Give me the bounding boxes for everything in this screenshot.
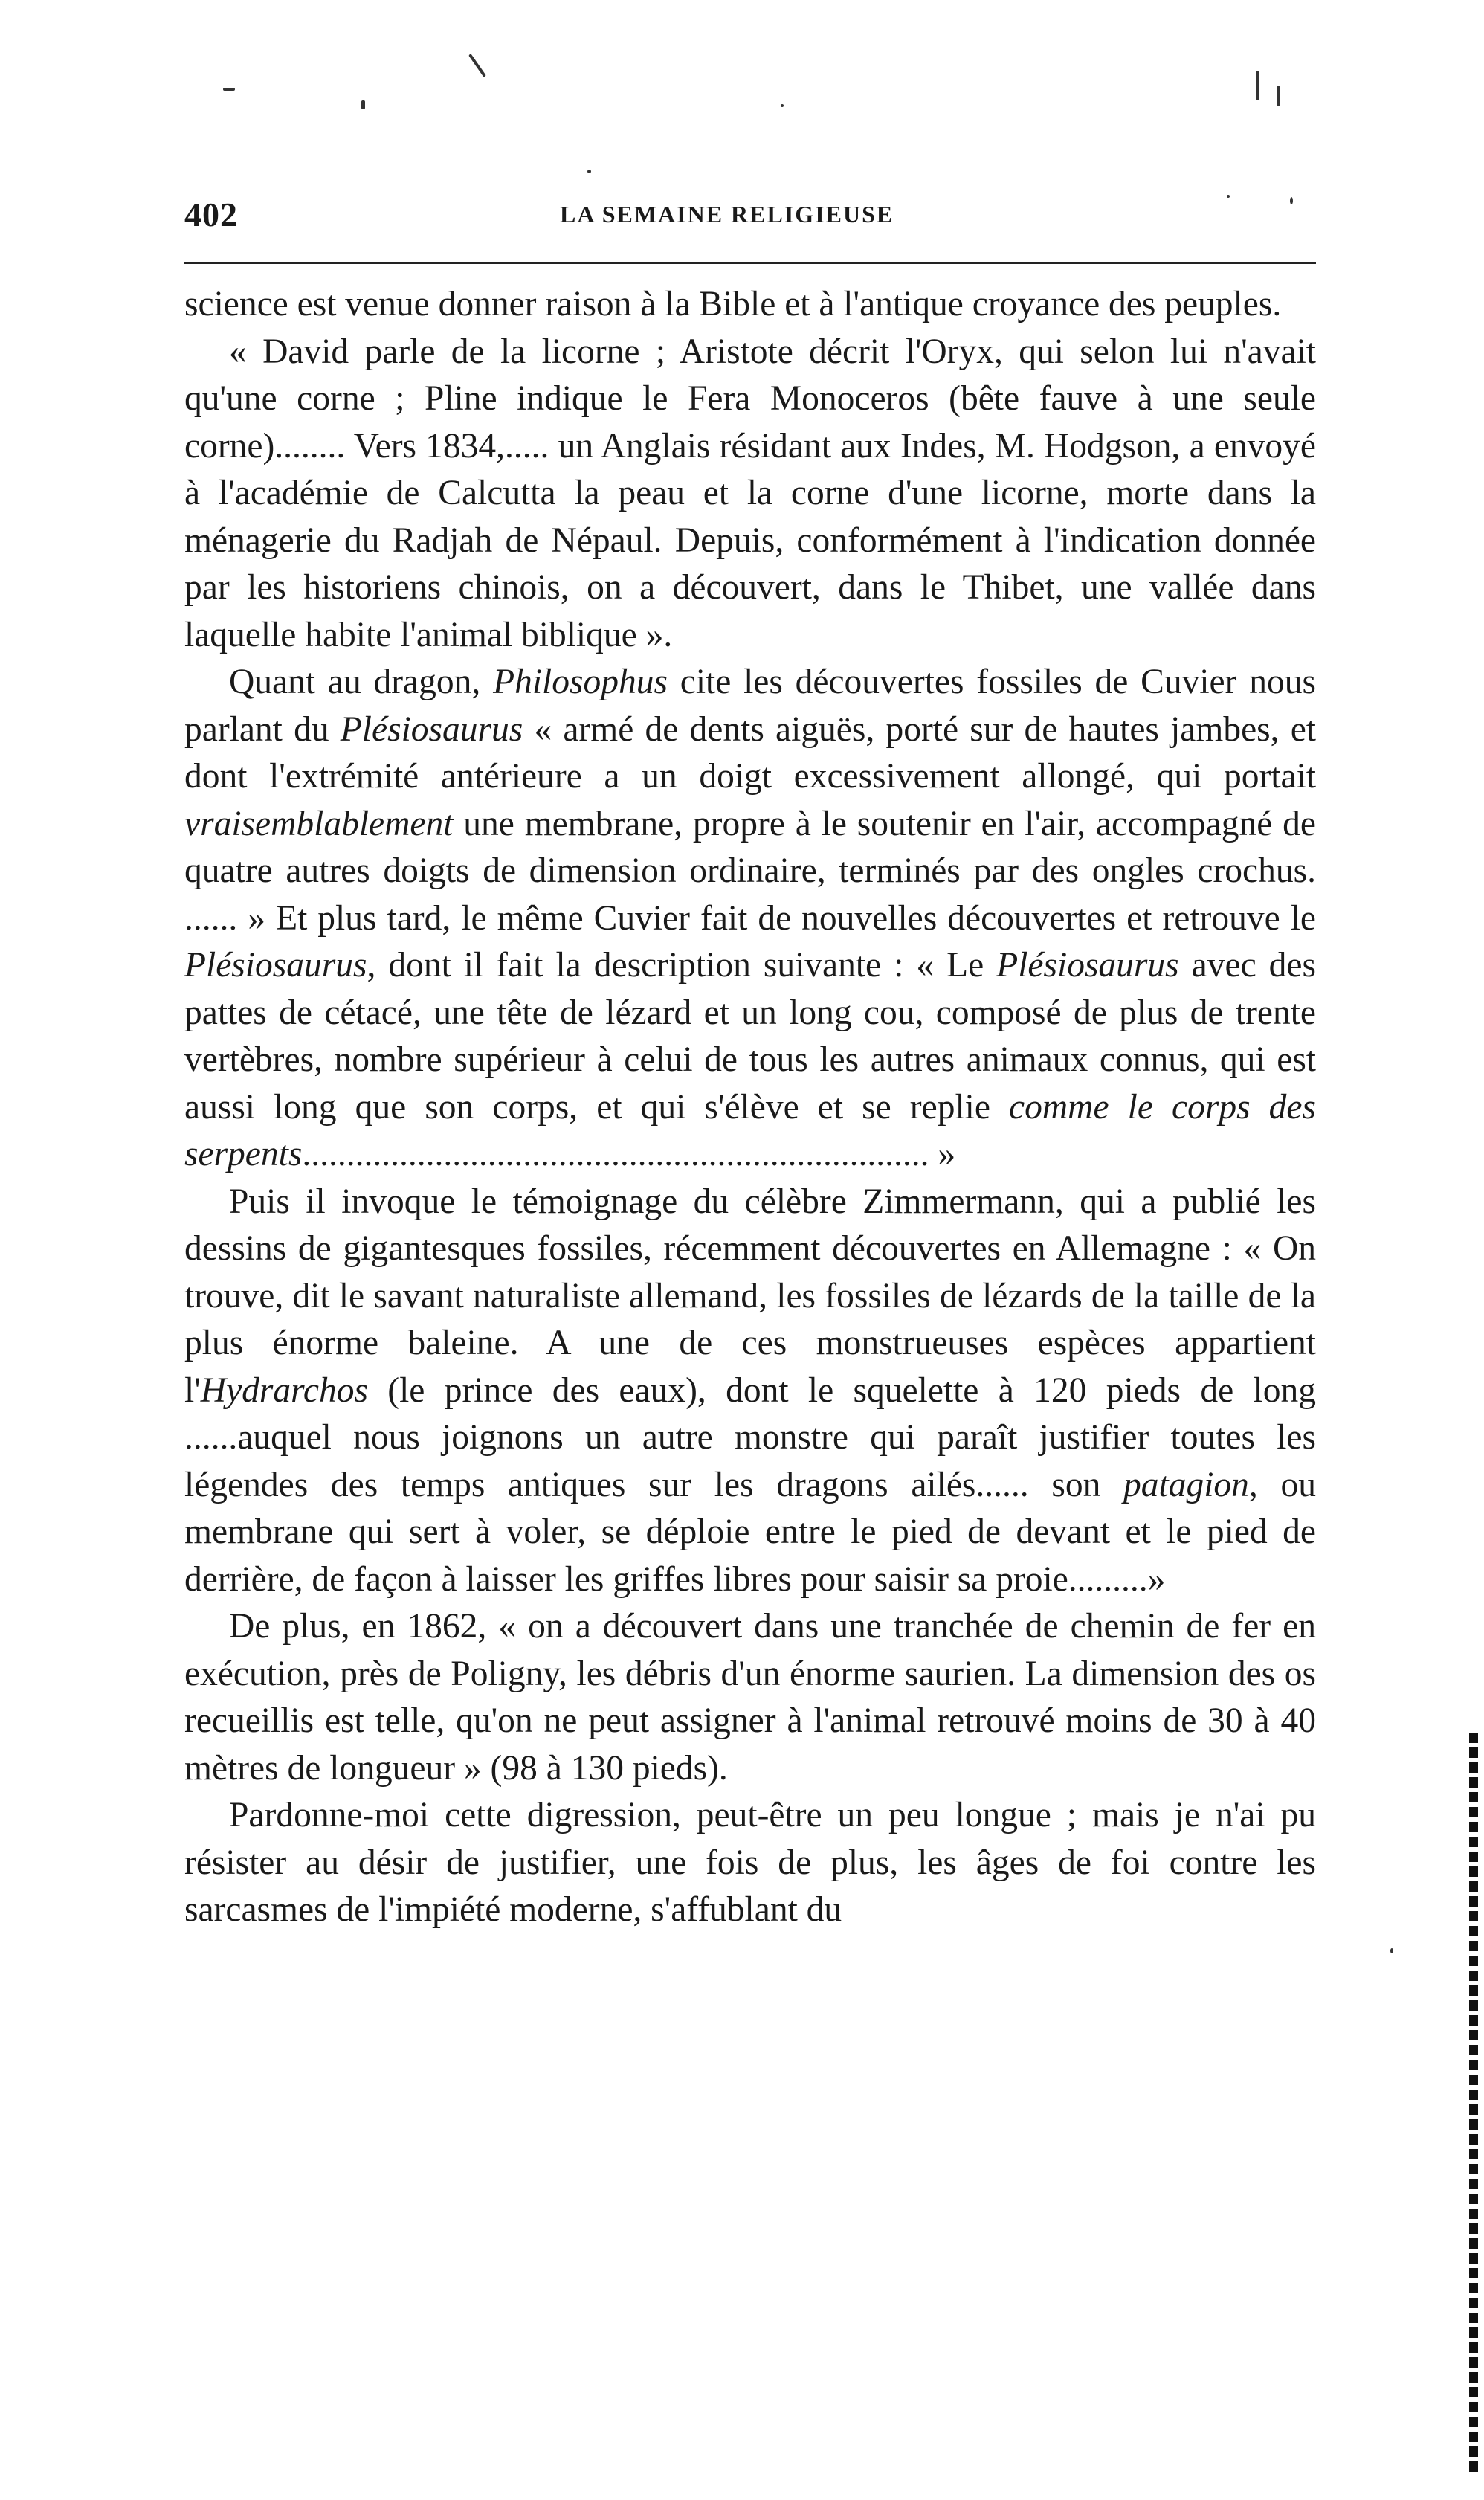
running-title: LA SEMAINE RELIGIEUSE <box>560 201 894 228</box>
page-number: 402 <box>184 196 238 233</box>
p4-text-2: (le prince des eaux), dont le squelette à 120 pieds de long ......auquel nous joignons un autre monstre qui paraît justifier toutes les légendes des temps antiques sur les dragons ailés...... son <box>184 1370 1316 1504</box>
p3-italic-5: Plésiosaurus <box>996 946 1179 985</box>
paragraph-1: science est venue donner raison à la Bible et à l'antique croyance des peuples. <box>184 285 1282 323</box>
p3-italic-4: Plésiosaurus <box>184 946 367 985</box>
paragraph-6: Pardonne-moi cette digression, peut-être un peu longue ; mais je n'ai pu résister au désir de justifier, une fois de plus, les âges de foi contre les sarcasmes de l'impiété moderne, s'affublant du <box>184 1796 1316 1929</box>
p3-italic-3: vraisemblablement <box>184 804 454 843</box>
p3-text-5: , dont il fait la description suivante : « Le <box>367 946 997 985</box>
body-text <box>184 281 1316 1934</box>
p3-text-7: ....................................................................... » <box>302 1135 956 1173</box>
header-rule <box>184 262 1316 264</box>
p4-text-1: Puis il invoque le témoignage du célèbre Zimmermann, qui a publié les dessins de gigantesques fossiles, récemment découvertes en Allemagne : « On trouve, dit le savant naturaliste allemand, les fossiles de lézards de la taille de la plus énorme baleine. A une de ces monstrueuses espèces appartient l' <box>184 1182 1316 1410</box>
p3-italic-2: Plésiosaurus <box>340 709 523 749</box>
p3-text-1: Quant au dragon, <box>229 663 494 701</box>
scan-edge-bar <box>1469 1733 1478 2476</box>
paragraph-3 <box>184 659 1316 1179</box>
p3-text-2: cite les découvertes fossiles de Cuvier nous parlant du <box>184 663 1316 749</box>
p3-italic-1: Philosophus <box>493 663 668 701</box>
p4-italic-1: Hydrarchos <box>200 1370 368 1410</box>
p3-text-4: une membrane, propre à le soutenir en l'air, accompagné de quatre autres doigts de dimension ordinaire, terminés par des ongles crochus. ...... » Et plus tard, le même Cuvier fait de nouvelles découvertes et retrouve le <box>184 804 1316 938</box>
p3-text-3: « armé de dents aiguës, porté sur de hautes jambes, et dont l'extrémité antérieure a un doigt excessivement allongé, qui portait <box>184 709 1316 796</box>
paragraph-5: De plus, en 1862, « on a découvert dans une tranchée de chemin de fer en exécution, près de Poligny, les débris d'un énorme saurien. La dimension des os recueillis est telle, qu'on ne peut assigner à l'animal retrouvé moins de 30 à 40 mètres de longueur » (98 à 130 pieds). <box>184 1607 1316 1788</box>
paragraph-2: « David parle de la licorne ; Aristote décrit l'Oryx, qui selon lui n'avait qu'une corne ; Pline indique le Fera Monoceros (bête fauve à une seule corne)........ Vers 1834,..... un Anglais résidant aux Indes, M. Hodgson, a envoyé à l'académie de Calcutta la peau et la corne d'une licorne, morte dans la ménagerie du Radjah de Népaul. Depuis, conformément à l'indication donnée par les historiens chinois, on a découvert, dans le Thibet, une vallée dans laquelle habite l'animal biblique ». <box>184 332 1316 654</box>
p3-text-6: avec des pattes de cétacé, une tête de lézard et un long cou, composé de plus de trente vertèbres, nombre supérieur à celui de tous les autres animaux connus, qui est aussi long que son corps, et qui s'élève et se replie <box>184 946 1316 1127</box>
p4-text-3: , ou membrane qui sert à voler, se déploie entre le pied de devant et le pied de derrière, de façon à laisser les griffes libres pour saisir sa proie.........» <box>184 1465 1316 1599</box>
paragraph-4 <box>184 1179 1316 1604</box>
p3-italic-6: comme le corps des serpents <box>184 1087 1316 1173</box>
p4-italic-2: patagion <box>1123 1465 1249 1504</box>
page-header <box>184 195 1314 247</box>
